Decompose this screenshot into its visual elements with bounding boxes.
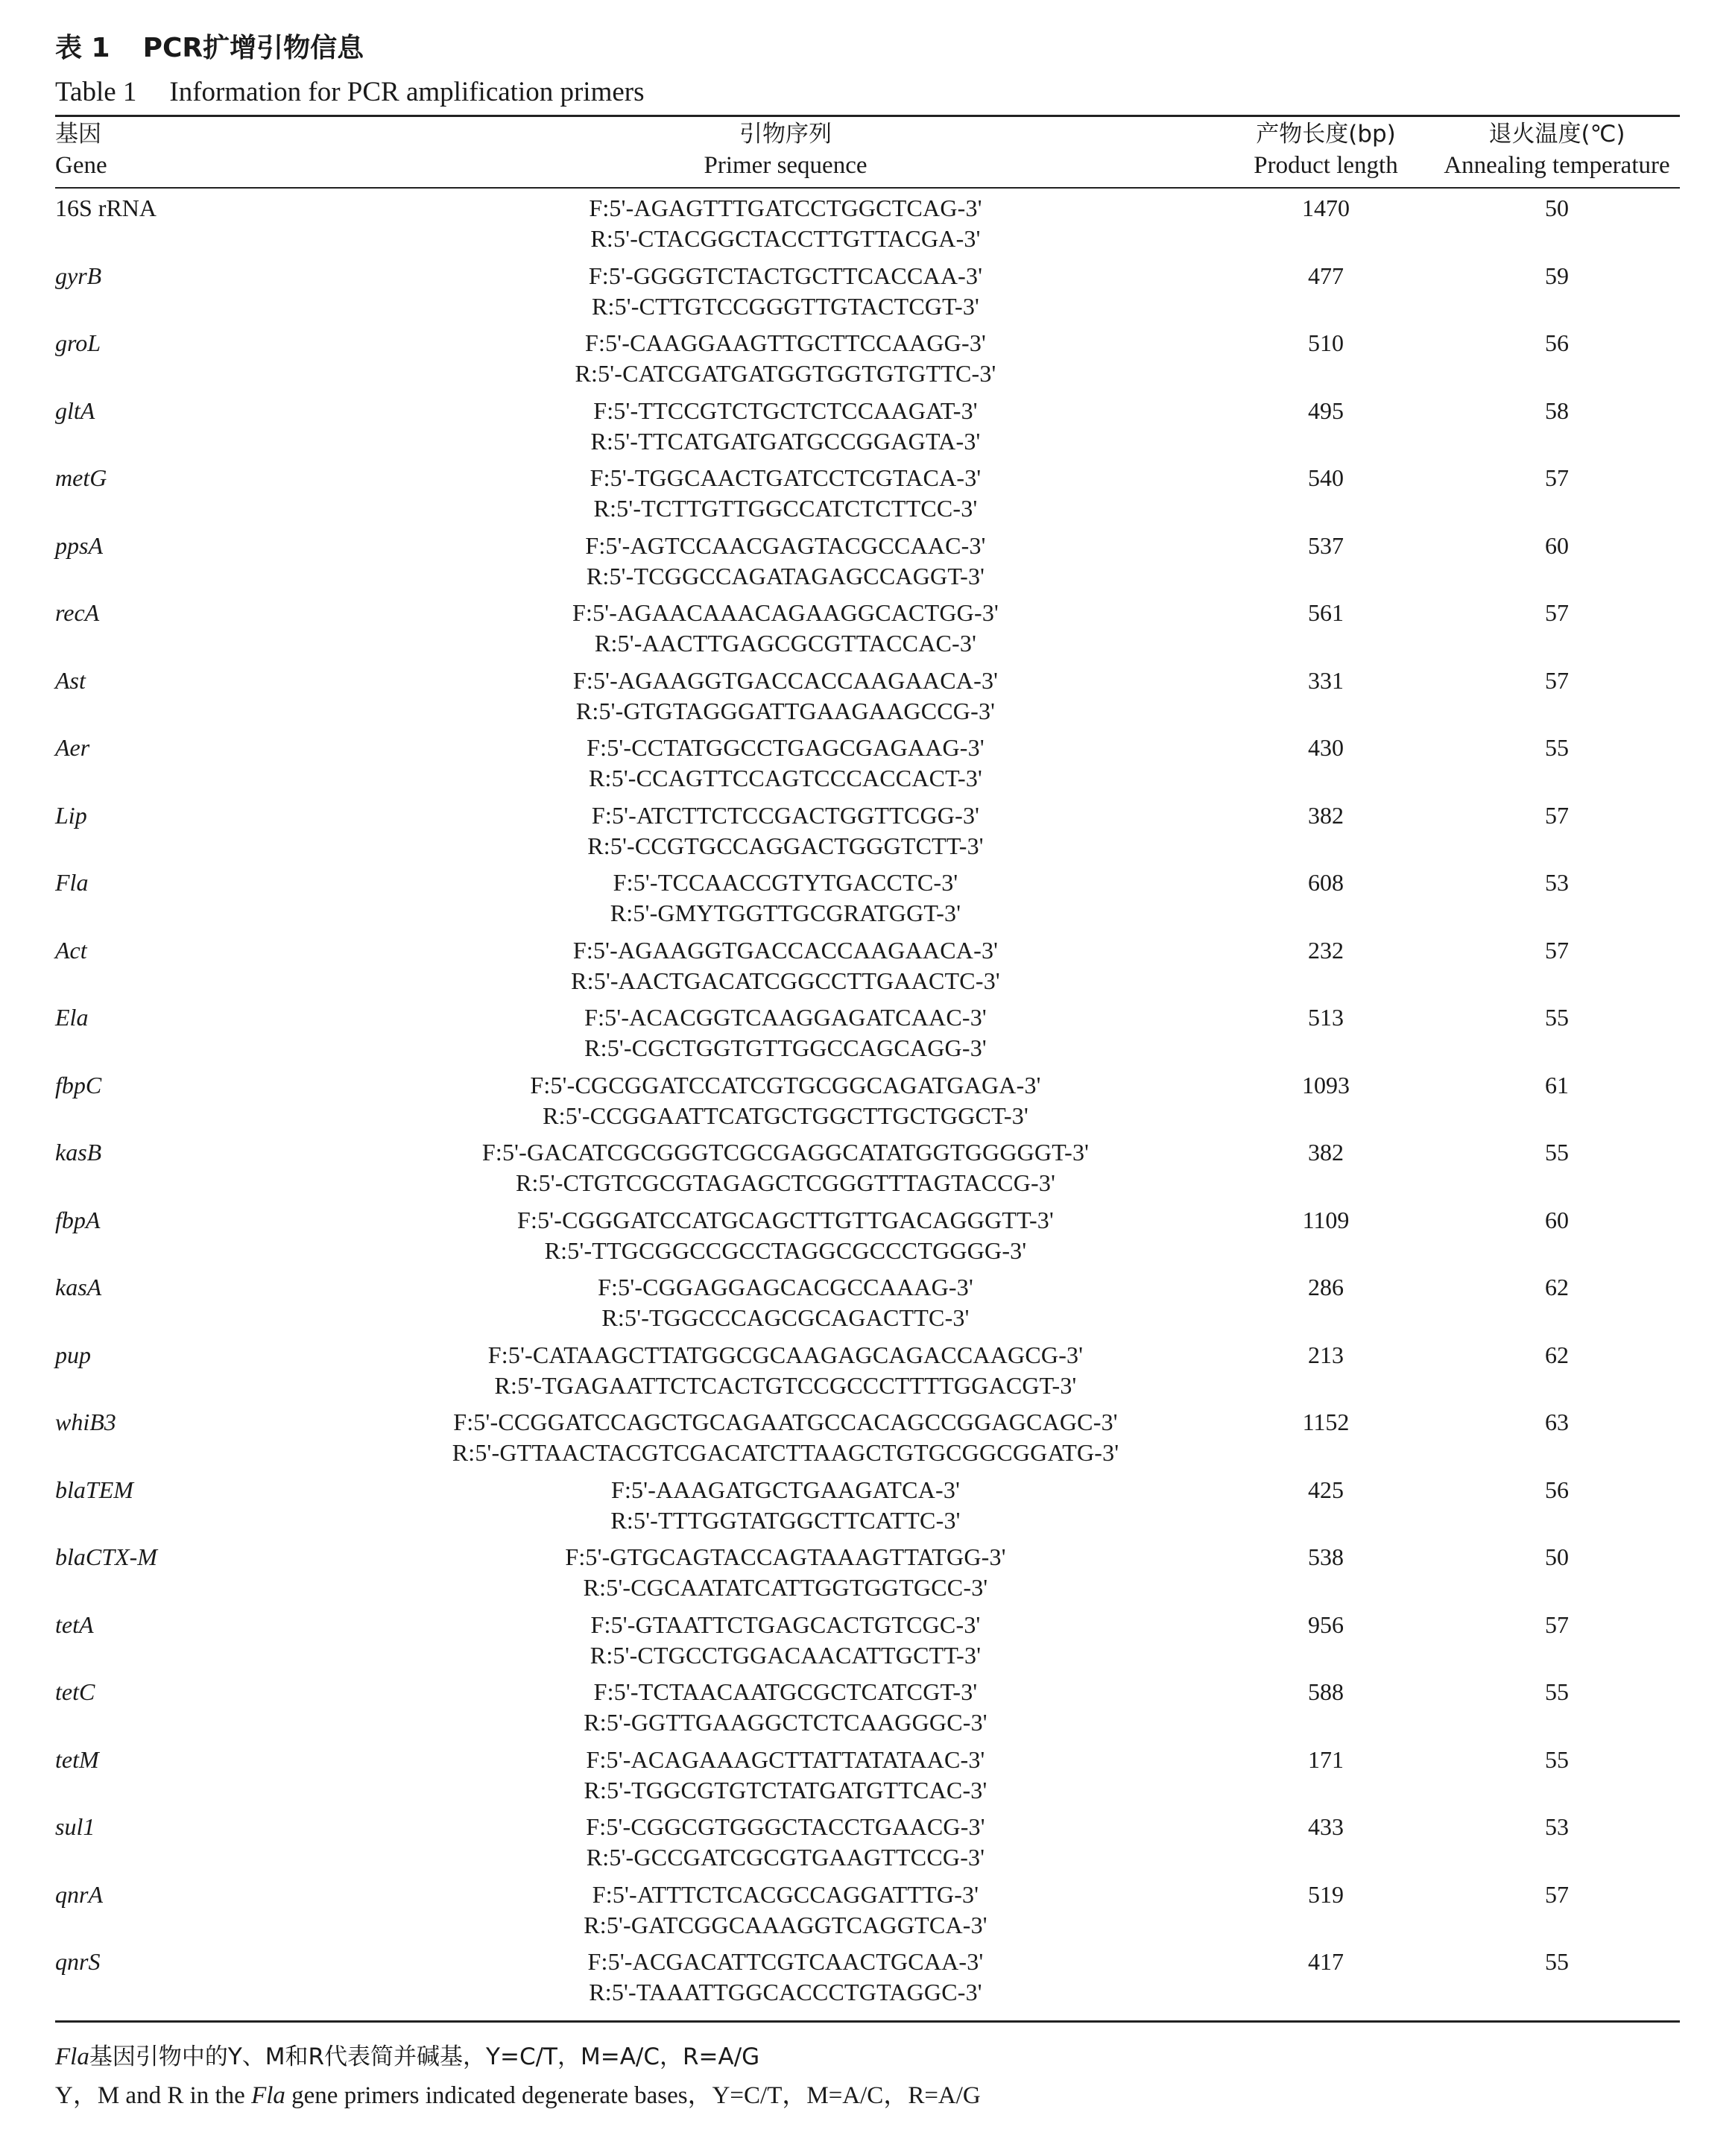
footnote-cn-gene: Fla bbox=[55, 2043, 89, 2070]
table-caption-cn bbox=[55, 27, 1680, 70]
product-length-cell: 171 bbox=[1308, 1745, 1344, 1773]
forward-primer: F:5'-CCTATGGCCTGAGCGAGAAG-3' bbox=[587, 734, 985, 761]
header-gene-en: Gene bbox=[55, 152, 107, 179]
footnote-en-prefix: Y，M and R in the bbox=[55, 2081, 252, 2109]
forward-primer: F:5'-AGAACAAACAGAAGGCACTGG-3' bbox=[572, 599, 999, 626]
forward-primer: F:5'-ACACGGTCAAGGAGATCAAC-3' bbox=[584, 1004, 987, 1031]
primer-sequence-cell bbox=[353, 1812, 1218, 1880]
product-length-cell: 232 bbox=[1308, 936, 1344, 964]
annealing-temperature-cell: 60 bbox=[1545, 1206, 1569, 1233]
gene-cell: 16S rRNA bbox=[55, 195, 157, 221]
product-length-cell: 538 bbox=[1308, 1543, 1344, 1570]
primer-sequence-cell bbox=[353, 1407, 1218, 1475]
table-row bbox=[55, 935, 1680, 1003]
table-row bbox=[55, 733, 1680, 800]
primer-sequence-cell bbox=[353, 1542, 1218, 1610]
reverse-primer: R:5'-GATCGGCAAAGGTCAGGTCA-3' bbox=[584, 1911, 987, 1938]
gene-cell: recA bbox=[55, 599, 100, 626]
primer-sequence-cell bbox=[353, 800, 1218, 868]
table-row bbox=[55, 666, 1680, 733]
primer-sequence-cell bbox=[353, 1677, 1218, 1745]
forward-primer: F:5'-ACAGAAAGCTTATTATATAAC-3' bbox=[586, 1745, 985, 1773]
primer-sequence-cell bbox=[353, 193, 1218, 261]
table-label-cn: 表 1 bbox=[55, 33, 110, 63]
reverse-primer: R:5'-TTTGGTATGGCTTCATTC-3' bbox=[610, 1506, 961, 1534]
primer-sequence-cell bbox=[353, 1880, 1218, 1947]
table-row bbox=[55, 1610, 1680, 1678]
primer-sequence-cell bbox=[353, 1340, 1218, 1408]
reverse-primer: R:5'-TGGCGTGTCTATGATGTTCAC-3' bbox=[584, 1776, 987, 1803]
primer-sequence-cell bbox=[353, 1137, 1218, 1205]
table-bottom-rule bbox=[55, 2020, 1680, 2023]
table-row bbox=[55, 531, 1680, 598]
product-length-cell: 286 bbox=[1308, 1274, 1344, 1300]
forward-primer: F:5'-AGAAGGTGACCACCAAGAACA-3' bbox=[572, 936, 999, 964]
product-length-cell: 382 bbox=[1308, 801, 1344, 829]
forward-primer: F:5'-AGAAGGTGACCACCAAGAACA-3' bbox=[572, 666, 999, 694]
annealing-temperature-cell: 61 bbox=[1545, 1071, 1569, 1098]
gene-cell: tetA bbox=[55, 1610, 94, 1638]
product-length-cell: 1470 bbox=[1302, 195, 1350, 221]
product-length-cell: 477 bbox=[1308, 262, 1344, 289]
table-row bbox=[55, 1070, 1680, 1138]
table-footnotes bbox=[55, 2038, 1680, 2115]
footnote-en-gene: Fla bbox=[251, 2081, 285, 2109]
product-length-cell: 430 bbox=[1308, 734, 1344, 761]
primer-sequence-cell bbox=[353, 867, 1218, 935]
product-length-cell: 1093 bbox=[1302, 1071, 1350, 1098]
forward-primer: F:5'-CGCGGATCCATCGTGCGGCAGATGAGA-3' bbox=[530, 1071, 1041, 1098]
annealing-temperature-cell: 55 bbox=[1545, 1678, 1569, 1705]
reverse-primer: R:5'-CTACGGCTACCTTGTTACGA-3' bbox=[590, 225, 981, 252]
gene-cell: tetM bbox=[55, 1745, 99, 1773]
gene-cell: Ast bbox=[55, 666, 86, 694]
primer-sequence-cell bbox=[353, 598, 1218, 666]
header-product-length bbox=[1218, 118, 1434, 187]
product-length-cell: 561 bbox=[1308, 599, 1344, 626]
table-row bbox=[55, 1812, 1680, 1880]
reverse-primer: R:5'-TCTTGTTGGCCATCTCTTCC-3' bbox=[593, 495, 978, 522]
gene-cell: qnrS bbox=[55, 1948, 101, 1975]
forward-primer: F:5'-TTCCGTCTGCTCTCCAAGAT-3' bbox=[593, 396, 978, 424]
primer-sequence-cell bbox=[353, 531, 1218, 598]
reverse-primer: R:5'-TTGCGGCCGCCTAGGCGCCCTGGGG-3' bbox=[544, 1236, 1027, 1264]
gene-cell: groL bbox=[55, 329, 101, 356]
table-row bbox=[55, 1340, 1680, 1408]
annealing-temperature-cell: 60 bbox=[1545, 531, 1569, 559]
annealing-temperature-cell: 55 bbox=[1545, 1139, 1569, 1166]
table-row bbox=[55, 1745, 1680, 1812]
gene-cell: fbpA bbox=[55, 1206, 101, 1233]
reverse-primer: R:5'-TGGCCCAGCGCAGACTTC-3' bbox=[601, 1304, 970, 1331]
product-length-cell: 956 bbox=[1308, 1610, 1344, 1638]
primer-sequence-cell bbox=[353, 1745, 1218, 1812]
header-gene-cn: 基因 bbox=[55, 121, 101, 148]
table-title-cn: PCR扩增引物信息 bbox=[142, 33, 364, 63]
primer-sequence-cell bbox=[353, 463, 1218, 531]
reverse-primer: R:5'-GTTAACTACGTCGACATCTTAAGCTGTGCGGCGGATG-3' bbox=[452, 1439, 1119, 1466]
product-length-cell: 519 bbox=[1308, 1880, 1344, 1908]
reverse-primer: R:5'-CTTGTCCGGGTTGTACTCGT-3' bbox=[591, 292, 980, 320]
annealing-temperature-cell: 62 bbox=[1545, 1341, 1569, 1368]
forward-primer: F:5'-GTAATTCTGAGCACTGTCGC-3' bbox=[590, 1610, 981, 1638]
table-row bbox=[55, 1677, 1680, 1745]
product-length-cell: 540 bbox=[1308, 464, 1344, 491]
product-length-cell: 417 bbox=[1308, 1948, 1344, 1975]
gene-cell: sul1 bbox=[55, 1813, 95, 1840]
reverse-primer: R:5'-CCAGTTCCAGTCCCACCACT-3' bbox=[588, 765, 983, 791]
reverse-primer: R:5'-TCGGCCAGATAGAGCCAGGT-3' bbox=[586, 562, 985, 589]
primer-sequence-cell bbox=[353, 1002, 1218, 1070]
reverse-primer: R:5'-CGCTGGTGTTGGCCAGCAGG-3' bbox=[584, 1034, 987, 1061]
table-row bbox=[55, 867, 1680, 935]
table-row bbox=[55, 1137, 1680, 1205]
annealing-temperature-cell: 53 bbox=[1545, 1813, 1569, 1840]
annealing-temperature-cell: 59 bbox=[1545, 262, 1569, 289]
annealing-temperature-cell: 57 bbox=[1545, 1880, 1569, 1908]
gene-cell: kasA bbox=[55, 1274, 102, 1300]
forward-primer: F:5'-CGGCGTGGGCTACCTGAACG-3' bbox=[586, 1813, 985, 1840]
table-header-row bbox=[55, 117, 1680, 187]
primer-sequence-cell bbox=[353, 1205, 1218, 1273]
forward-primer: F:5'-CATAAGCTTATGGCGCAAGAGCAGACCAAGCG-3' bbox=[487, 1341, 1084, 1368]
table-row bbox=[55, 1947, 1680, 2014]
header-seq-cn: 引物序列 bbox=[739, 121, 832, 148]
product-length-cell: 537 bbox=[1308, 531, 1344, 559]
gene-cell: Act bbox=[55, 936, 87, 964]
table-row bbox=[55, 193, 1680, 261]
gene-cell: Lip bbox=[55, 801, 87, 829]
product-length-cell: 433 bbox=[1308, 1813, 1344, 1840]
product-length-cell: 1152 bbox=[1302, 1409, 1350, 1435]
header-gene bbox=[55, 118, 353, 187]
reverse-primer: R:5'-GTGTAGGGATTGAAGAAGCCG-3' bbox=[575, 697, 996, 724]
gene-cell: tetC bbox=[55, 1678, 95, 1705]
forward-primer: F:5'-ACGACATTCGTCAACTGCAA-3' bbox=[587, 1948, 984, 1975]
table-row bbox=[55, 1407, 1680, 1475]
table-label-en: Table 1 bbox=[55, 77, 137, 107]
forward-primer: F:5'-ATCTTCTCCGACTGGTTCGG-3' bbox=[591, 801, 980, 829]
annealing-temperature-cell: 50 bbox=[1545, 1543, 1569, 1570]
forward-primer: F:5'-GTGCAGTACCAGTAAAGTTATGG-3' bbox=[565, 1543, 1006, 1570]
reverse-primer: R:5'-CGCAATATCATTGGTGGTGCC-3' bbox=[583, 1574, 988, 1601]
reverse-primer: R:5'-GGTTGAAGGCTCTCAAGGGC-3' bbox=[584, 1709, 987, 1736]
product-length-cell: 608 bbox=[1308, 869, 1344, 896]
annealing-temperature-cell: 55 bbox=[1545, 1745, 1569, 1773]
reverse-primer: R:5'-GCCGATCGCGTGAAGTTCCG-3' bbox=[586, 1844, 985, 1871]
gene-cell: gyrB bbox=[55, 262, 102, 289]
table-title-en: Information for PCR amplification primers bbox=[169, 77, 645, 107]
annealing-temperature-cell: 55 bbox=[1545, 1948, 1569, 1975]
table-row bbox=[55, 1542, 1680, 1610]
footnote-en-text: gene primers indicated degenerate bases，Y=C/T，M=A/C，R=A/G bbox=[285, 2081, 981, 2109]
table-row bbox=[55, 1205, 1680, 1273]
primer-sequence-cell bbox=[353, 935, 1218, 1003]
primer-sequence-cell bbox=[353, 733, 1218, 800]
primer-sequence-cell bbox=[353, 328, 1218, 396]
primer-sequence-cell bbox=[353, 1947, 1218, 2014]
reverse-primer: R:5'-CATCGATGATGGTGGTGTGTTC-3' bbox=[575, 360, 996, 387]
table-row bbox=[55, 261, 1680, 329]
annealing-temperature-cell: 62 bbox=[1545, 1274, 1569, 1300]
product-length-cell: 382 bbox=[1308, 1139, 1344, 1166]
primer-sequence-cell bbox=[353, 261, 1218, 329]
annealing-temperature-cell: 56 bbox=[1545, 329, 1569, 356]
annealing-temperature-cell: 57 bbox=[1545, 1610, 1569, 1638]
annealing-temperature-cell: 53 bbox=[1545, 869, 1569, 896]
table-row bbox=[55, 1880, 1680, 1947]
gene-cell: metG bbox=[55, 464, 107, 491]
gene-cell: Fla bbox=[55, 869, 89, 896]
primer-sequence-cell bbox=[353, 1272, 1218, 1340]
reverse-primer: R:5'-TGAGAATTCTCACTGTCCGCCCTTTTGGACGT-3' bbox=[494, 1371, 1077, 1399]
header-len-cn: 产物长度(bp) bbox=[1256, 121, 1396, 148]
gene-cell: kasB bbox=[55, 1139, 102, 1166]
gene-cell: Ela bbox=[55, 1004, 89, 1031]
primer-sequence-cell bbox=[353, 396, 1218, 464]
annealing-temperature-cell: 50 bbox=[1545, 195, 1569, 221]
product-length-cell: 513 bbox=[1308, 1004, 1344, 1031]
table-caption-en bbox=[55, 70, 1680, 115]
header-temp-en: Annealing temperature bbox=[1444, 152, 1670, 179]
annealing-temperature-cell: 58 bbox=[1545, 396, 1569, 424]
forward-primer: F:5'-ATTTCTCACGCCAGGATTTG-3' bbox=[592, 1880, 979, 1908]
product-length-cell: 510 bbox=[1308, 329, 1344, 356]
annealing-temperature-cell: 57 bbox=[1545, 936, 1569, 964]
table-row bbox=[55, 598, 1680, 666]
reverse-primer: R:5'-GMYTGGTTGCGRATGGT-3' bbox=[610, 900, 961, 926]
table-row bbox=[55, 328, 1680, 396]
gene-cell: whiB3 bbox=[55, 1409, 116, 1435]
primer-sequence-cell bbox=[353, 666, 1218, 733]
product-length-cell: 1109 bbox=[1302, 1206, 1350, 1233]
annealing-temperature-cell: 63 bbox=[1545, 1409, 1569, 1435]
forward-primer: F:5'-AAAGATGCTGAAGATCA-3' bbox=[610, 1476, 961, 1503]
annealing-temperature-cell: 55 bbox=[1545, 734, 1569, 761]
table-row bbox=[55, 800, 1680, 868]
forward-primer: F:5'-AGTCCAACGAGTACGCCAAC-3' bbox=[585, 531, 986, 559]
forward-primer: F:5'-TCTAACAATGCGCTCATCGT-3' bbox=[593, 1678, 978, 1705]
header-len-en: Product length bbox=[1254, 152, 1398, 179]
table-row bbox=[55, 463, 1680, 531]
header-temp-cn: 退火温度(℃) bbox=[1488, 121, 1625, 148]
forward-primer: F:5'-CGGAGGAGCACGCCAAAG-3' bbox=[598, 1274, 973, 1300]
table-row bbox=[55, 396, 1680, 464]
gene-cell: pup bbox=[55, 1341, 91, 1368]
gene-cell: Aer bbox=[55, 734, 90, 761]
table-row bbox=[55, 1272, 1680, 1340]
annealing-temperature-cell: 56 bbox=[1545, 1476, 1569, 1503]
gene-cell: blaCTX-M bbox=[55, 1543, 157, 1570]
header-seq-en: Primer sequence bbox=[704, 152, 868, 179]
reverse-primer: R:5'-CCGTGCCAGGACTGGGTCTT-3' bbox=[587, 832, 984, 859]
annealing-temperature-cell: 57 bbox=[1545, 464, 1569, 491]
annealing-temperature-cell: 57 bbox=[1545, 666, 1569, 694]
gene-cell: qnrA bbox=[55, 1880, 103, 1908]
header-primer-sequence bbox=[353, 118, 1218, 187]
reverse-primer: R:5'-AACTGACATCGGCCTTGAACTC-3' bbox=[571, 967, 1000, 994]
product-length-cell: 331 bbox=[1308, 666, 1344, 694]
reverse-primer: R:5'-CCGGAATTCATGCTGGCTTGCTGGCT-3' bbox=[543, 1101, 1028, 1129]
annealing-temperature-cell: 57 bbox=[1545, 599, 1569, 626]
forward-primer: F:5'-CGGGATCCATGCAGCTTGTTGACAGGGTT-3' bbox=[517, 1206, 1054, 1233]
reverse-primer: R:5'-TTCATGATGATGCCGGAGTA-3' bbox=[590, 427, 981, 455]
forward-primer: F:5'-GGGGTCTACTGCTTCACCAA-3' bbox=[588, 262, 983, 289]
table-row bbox=[55, 1002, 1680, 1070]
primer-sequence-cell bbox=[353, 1070, 1218, 1138]
forward-primer: F:5'-TCCAACCGTYTGACCTC-3' bbox=[613, 869, 958, 896]
reverse-primer: R:5'-AACTTGAGCGCGTTACCAC-3' bbox=[594, 630, 977, 657]
footnote-cn-text: 基因引物中的Y、M和R代表简并碱基，Y=C/T，M=A/C，R=A/G bbox=[89, 2043, 760, 2070]
gene-cell: gltA bbox=[55, 396, 95, 424]
primer-sequence-cell bbox=[353, 1475, 1218, 1543]
gene-cell: blaTEM bbox=[55, 1476, 133, 1503]
annealing-temperature-cell: 57 bbox=[1545, 801, 1569, 829]
reverse-primer: R:5'-TAAATTGGCACCCTGTAGGC-3' bbox=[589, 1979, 982, 2005]
table-body bbox=[55, 189, 1680, 2020]
header-annealing-temperature bbox=[1434, 118, 1680, 187]
product-length-cell: 425 bbox=[1308, 1476, 1344, 1503]
forward-primer: F:5'-CAAGGAAGTTGCTTCCAAGG-3' bbox=[584, 329, 986, 356]
product-length-cell: 588 bbox=[1308, 1678, 1344, 1705]
reverse-primer: R:5'-CTGTCGCGTAGAGCTCGGGTTTAGTACCG-3' bbox=[515, 1169, 1056, 1196]
product-length-cell: 495 bbox=[1308, 396, 1344, 424]
product-length-cell: 213 bbox=[1308, 1341, 1344, 1368]
table-row bbox=[55, 1475, 1680, 1543]
gene-cell: ppsA bbox=[55, 531, 103, 559]
annealing-temperature-cell: 55 bbox=[1545, 1004, 1569, 1031]
forward-primer: F:5'-TGGCAACTGATCCTCGTACA-3' bbox=[590, 464, 982, 491]
footnote-cn bbox=[55, 2038, 1680, 2076]
forward-primer: F:5'-AGAGTTTGATCCTGGCTCAG-3' bbox=[589, 195, 982, 221]
footnote-en bbox=[55, 2076, 1680, 2115]
forward-primer: F:5'-GACATCGCGGGTCGCGAGGCATATGGTGGGGGT-3' bbox=[481, 1139, 1090, 1166]
forward-primer: F:5'-CCGGATCCAGCTGCAGAATGCCACAGCCGGAGCAGC-3' bbox=[453, 1409, 1118, 1435]
reverse-primer: R:5'-CTGCCTGGACAACATTGCTT-3' bbox=[590, 1641, 982, 1669]
document-page bbox=[55, 27, 1680, 2115]
primer-sequence-cell bbox=[353, 1610, 1218, 1678]
gene-cell: fbpC bbox=[55, 1071, 102, 1098]
